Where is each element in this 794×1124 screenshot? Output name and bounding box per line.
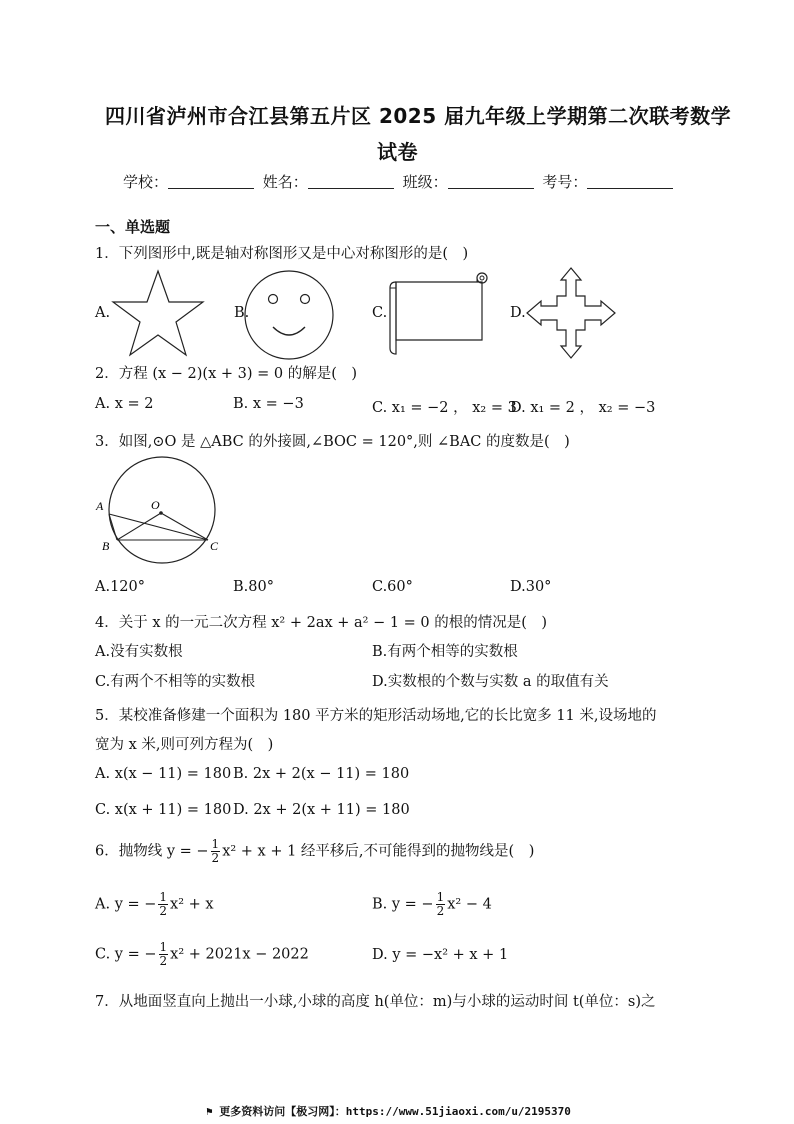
q6-option-c-frac-den: 2 bbox=[159, 954, 168, 968]
q6-option-a-prefix: A. y = − bbox=[95, 896, 157, 913]
footer-text: 更多资料访问【极习网】：https://www.51jiaoxi.com/u/2195370 bbox=[219, 1105, 571, 1118]
left-eye bbox=[269, 295, 278, 304]
q5-option-a: A. x(x − 11) = 180 bbox=[95, 766, 232, 782]
q6-option-b-prefix: B. y = − bbox=[372, 896, 434, 913]
q2-option-b: B. x = −3 bbox=[233, 396, 304, 412]
center-point bbox=[159, 511, 163, 515]
q4-option-b: B.有两个相等的实数根 bbox=[372, 644, 518, 660]
q1-option-d-label: D. bbox=[510, 305, 526, 321]
q4-option-d: D.实数根的个数与实数 a 的取值有关 bbox=[372, 674, 609, 690]
q3-stem: 3．如图,⊙O 是 △ABC 的外接圆,∠BOC = 120°,则 ∠BAC 的度数是( ) bbox=[95, 434, 570, 450]
q6-fraction bbox=[211, 838, 221, 865]
q6-option-b-fraction bbox=[436, 891, 446, 918]
q6-option-b-frac-num: 1 bbox=[436, 890, 445, 904]
exam-number-label: 考号： bbox=[542, 173, 588, 191]
q2-option-c: C. x₁ = −2 ， x₂ = 3 bbox=[372, 400, 517, 416]
class-label: 班级： bbox=[402, 173, 448, 191]
q5-option-d: D. 2x + 2(x + 11) = 180 bbox=[233, 802, 410, 818]
section-title: 一、单选题 bbox=[95, 218, 171, 236]
q6-option-a-suffix: x² + x bbox=[170, 896, 214, 913]
q6-frac-num: 1 bbox=[211, 837, 220, 851]
q6-stem-suffix: x² + x + 1 经平移后,不可能得到的抛物线是( ) bbox=[222, 843, 535, 860]
q6-option-c-suffix: x² + 2021x − 2022 bbox=[170, 946, 309, 963]
q2-option-d: D. x₁ = 2 ， x₂ = −3 bbox=[510, 400, 656, 416]
q5-option-b: B. 2x + 2(x − 11) = 180 bbox=[233, 766, 410, 782]
arrow-cross-figure bbox=[523, 266, 619, 360]
star-figure bbox=[108, 268, 208, 358]
flag-icon: ⚑ bbox=[206, 1105, 220, 1118]
scroll-figure bbox=[382, 270, 492, 358]
circumcircle bbox=[109, 457, 215, 563]
right-eye bbox=[301, 295, 310, 304]
q5-stem-line1: 5．某校准备修建一个面积为 180 平方米的矩形活动场地,它的长比宽多 11 米,设场地的 bbox=[95, 708, 657, 724]
star-shape bbox=[113, 271, 203, 355]
page-title-line2: 试卷 bbox=[377, 140, 418, 164]
q6-option-c bbox=[95, 941, 309, 968]
q4-option-a: A.没有实数根 bbox=[95, 644, 183, 660]
q6-option-b-frac-den: 2 bbox=[436, 904, 445, 918]
q1-stem: 1．下列图形中,既是轴对称图形又是中心对称图形的是( ) bbox=[95, 246, 469, 262]
q6-option-a-frac-den: 2 bbox=[159, 904, 168, 918]
q7-stem: 7．从地面竖直向上抛出一小球,小球的高度 h(单位：m)与小球的运动时间 t(单位：s)之 bbox=[95, 994, 656, 1010]
label-o: O bbox=[151, 498, 160, 512]
label-a: A bbox=[96, 499, 104, 513]
page-title-line1: 四川省泸州市合江县第五片区 2025 届九年级上学期第二次联考数学 bbox=[105, 104, 732, 128]
q6-stem-prefix: 6．抛物线 y = − bbox=[95, 843, 209, 860]
q6-option-c-prefix: C. y = − bbox=[95, 946, 157, 963]
name-label: 姓名： bbox=[262, 173, 308, 191]
school-blank[interactable] bbox=[168, 172, 254, 189]
smile-mouth bbox=[273, 327, 305, 335]
q2-option-a: A. x = 2 bbox=[95, 396, 154, 412]
q6-option-a-frac-num: 1 bbox=[159, 890, 168, 904]
q1-option-a-label: A. bbox=[95, 305, 111, 321]
q6-option-d-text: D. y = −x² + x + 1 bbox=[372, 947, 509, 963]
q6-frac-den: 2 bbox=[211, 851, 220, 865]
q6-option-a-fraction bbox=[158, 891, 168, 918]
school-label: 学校： bbox=[123, 173, 169, 191]
class-blank[interactable] bbox=[448, 172, 534, 189]
q3-option-d: D.30° bbox=[510, 579, 552, 595]
circle-triangle-figure bbox=[94, 458, 224, 558]
q5-stem-line2: 宽为 x 米,则可列方程为( ) bbox=[95, 737, 274, 753]
q6-option-a bbox=[95, 891, 214, 918]
q5-option-c: C. x(x + 11) = 180 bbox=[95, 802, 232, 818]
smiley-face-figure bbox=[243, 269, 335, 361]
q6-stem bbox=[95, 838, 534, 865]
q2-stem: 2．方程 (x − 2)(x + 3) = 0 的解是( ) bbox=[95, 366, 358, 382]
q6-option-b bbox=[372, 891, 492, 918]
q6-option-c-fraction bbox=[159, 941, 169, 968]
q3-option-c: C.60° bbox=[372, 579, 413, 595]
exam-number-blank[interactable] bbox=[587, 172, 673, 189]
q6-option-b-suffix: x² − 4 bbox=[447, 896, 492, 913]
name-blank[interactable] bbox=[308, 172, 394, 189]
q4-stem: 4．关于 x 的一元二次方程 x² + 2ax + a² − 1 = 0 的根的情况是( ) bbox=[95, 615, 548, 631]
q6-option-d bbox=[372, 947, 508, 963]
q4-option-c: C.有两个不相等的实数根 bbox=[95, 674, 256, 690]
q3-option-a: A.120° bbox=[95, 579, 146, 595]
q3-option-b: B.80° bbox=[233, 579, 274, 595]
label-b: B bbox=[102, 539, 110, 553]
q6-option-c-frac-num: 1 bbox=[159, 940, 168, 954]
label-c: C bbox=[210, 539, 219, 553]
q1-option-c-label: C. bbox=[372, 305, 388, 321]
q1-option-b-label: B. bbox=[234, 305, 250, 321]
footer-link[interactable] bbox=[206, 1103, 571, 1119]
student-info-row bbox=[123, 171, 677, 192]
